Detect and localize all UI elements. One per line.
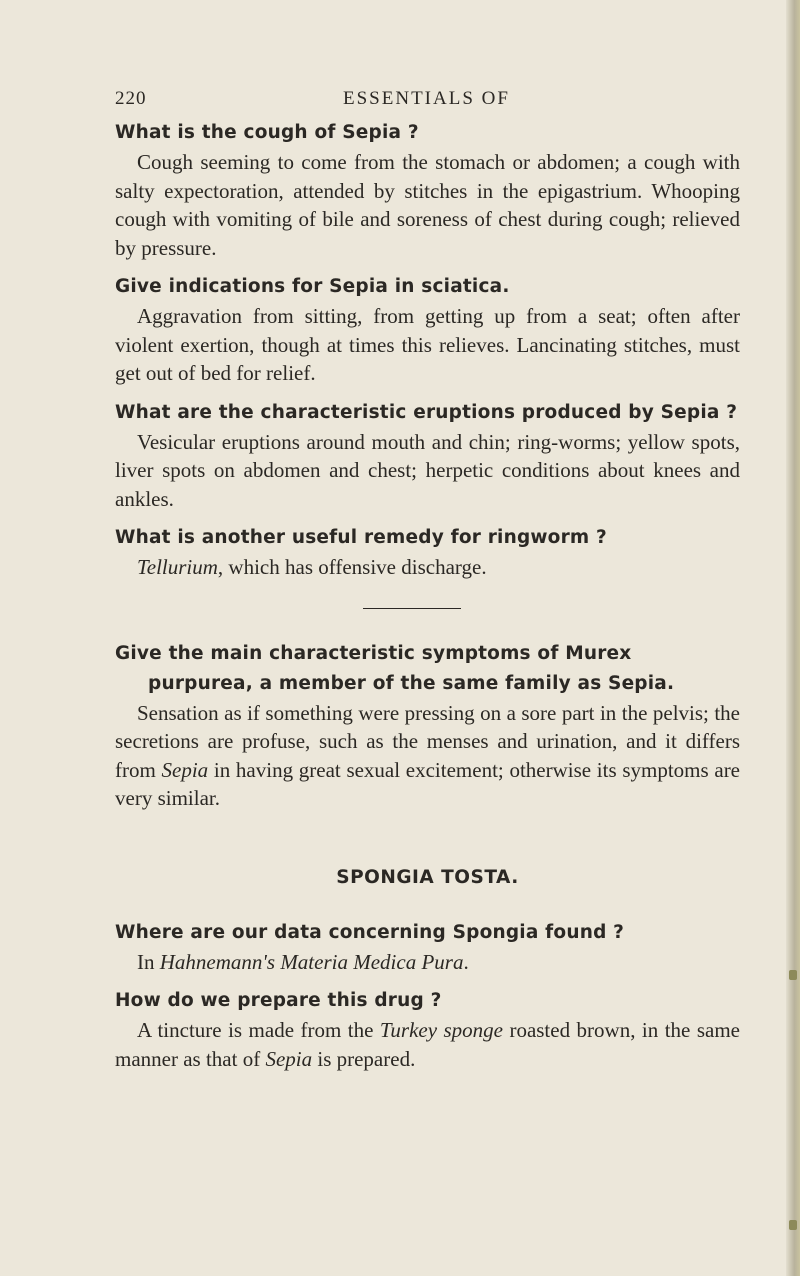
answer	[115, 553, 740, 582]
remedy-name: Sepia	[265, 1046, 313, 1071]
answer-text: in having great sexual excitement; otherwise its symptoms are very similar.	[115, 757, 741, 810]
page-number: 220	[115, 88, 147, 109]
edge-mark	[789, 970, 797, 980]
question: What is the cough of Sepia ?	[115, 122, 419, 143]
question: Where are our data concerning Spongia found ?	[115, 921, 625, 943]
answer-text: , which has offensive discharge.	[217, 555, 487, 579]
question: Give indications for Sepia in sciatica.	[115, 276, 510, 297]
qa-cough	[115, 118, 740, 262]
answer-text: A tincture is made from the	[137, 1018, 380, 1042]
qa-sciatica	[115, 272, 740, 388]
answer	[115, 948, 740, 977]
qa-murex	[115, 639, 740, 813]
answer	[115, 699, 740, 813]
answer: Cough seeming to come from the stomach or abdomen; a cough with salty expectoration, attended by stitches in the epigastrium. Whooping cough with vomiting of bile and soreness of chest during cough; relieved by pressure.	[115, 150, 740, 260]
question: Give the main characteristic symptoms of Murex purpurea, a member of the same family as Sepia.	[115, 642, 675, 694]
material-name: Turkey sponge	[379, 1018, 503, 1042]
running-head	[115, 88, 740, 118]
qa-ringworm	[115, 523, 740, 582]
page-content	[115, 88, 740, 1083]
question: What are the characteristic eruptions produced by Sepia ?	[115, 401, 738, 423]
qa-spongia-data	[115, 918, 740, 977]
answer: Vesicular eruptions around mouth and chin; ring-worms; yellow spots, liver spots on abdomen and chest; herpetic conditions about knees and ankles.	[115, 429, 740, 511]
page-edge	[786, 0, 800, 1276]
answer-text: is prepared.	[312, 1046, 416, 1071]
book-title: Hahnemann's Materia Medica Pura	[159, 949, 464, 974]
running-title: ESSENTIALS OF	[343, 88, 510, 109]
answer: Aggravation from sitting, from getting up from a seat; often after violent exertion, though at times this relieves. Lancinating stitches, must get out of bed for relief.	[115, 304, 740, 385]
remedy-name: Tellurium	[137, 555, 218, 579]
qa-spongia-prep	[115, 986, 740, 1073]
edge-mark	[789, 1220, 797, 1230]
answer	[115, 1016, 740, 1073]
section-divider	[363, 608, 461, 609]
question: What is another useful remedy for ringworm ?	[115, 527, 607, 548]
answer-text: In	[137, 949, 160, 974]
qa-eruptions	[115, 398, 740, 514]
answer-text: roasted brown, in the same manner as that of	[115, 1018, 740, 1071]
answer-text: .	[463, 949, 469, 974]
section-title: SPONGIA TOSTA.	[336, 866, 519, 888]
remedy-name: Sepia	[161, 757, 209, 782]
answer-text: Sensation as if something were pressing on a sore part in the pelvis; the secretions are profuse, such as the menses and urination, and it differs from	[115, 700, 740, 782]
question: How do we prepare this drug ?	[115, 990, 442, 1011]
